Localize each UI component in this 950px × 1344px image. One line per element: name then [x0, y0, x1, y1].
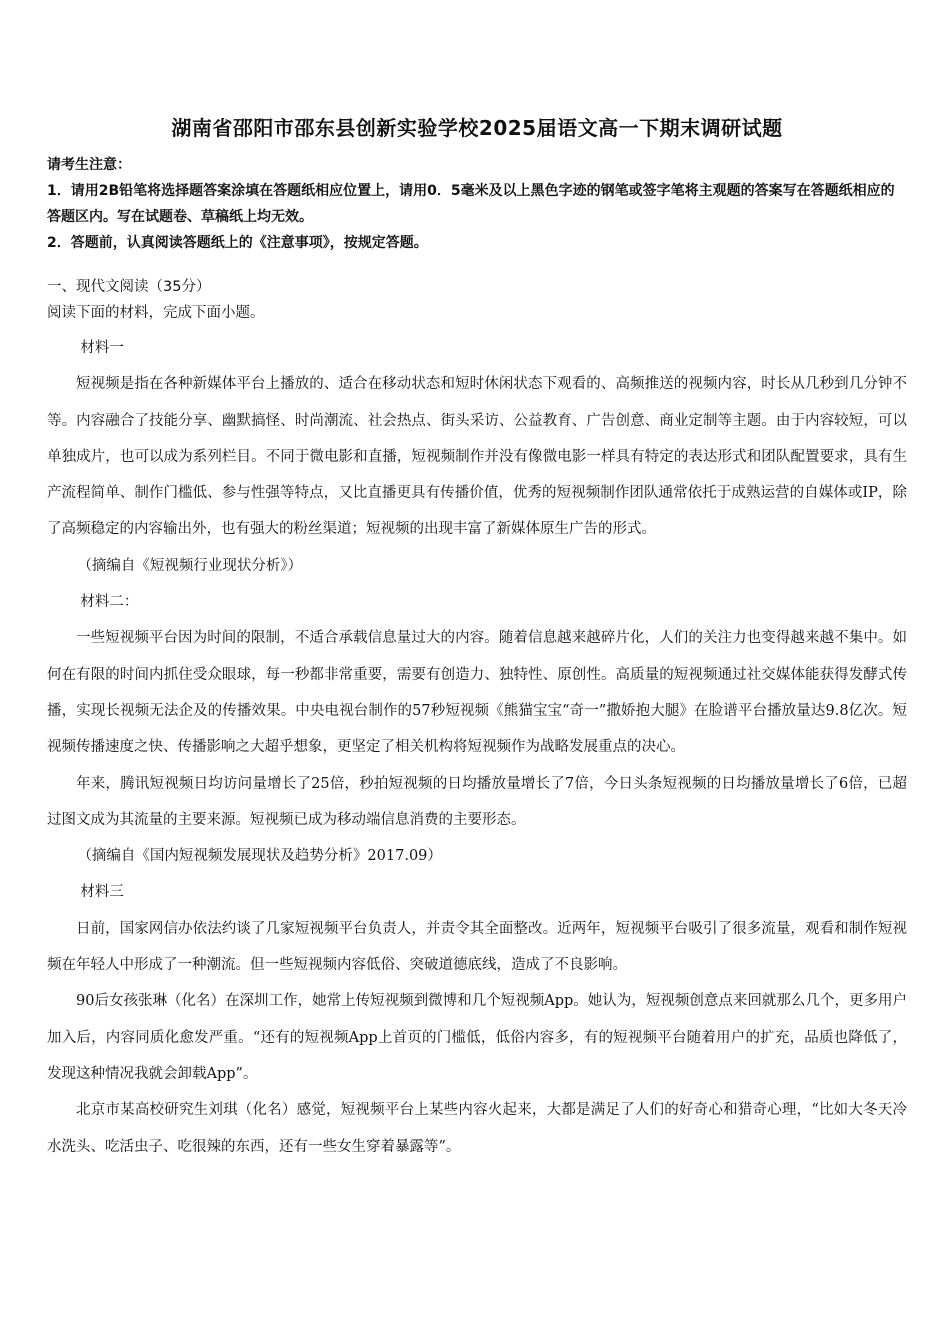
material-2-source: （摘编自《国内短视频发展现状及趋势分析》2017.09）: [77, 848, 442, 865]
material-3-paragraph-3: 北京市某高校研究生刘琪（化名）感觉，短视频平台上某些内容火起来，大都是满足了人们的好奇心和猎奇心理，“比如大冬天冷水洗头、吃活虫子、吃很辣的东西，还有一些女生穿着暴露等”。: [47, 1102, 907, 1155]
document-title: 湖南省邵阳市邵东县创新实验学校2025届语文高一下期末调研试题: [171, 116, 783, 140]
reading-materials: [47, 330, 907, 1165]
material-1-label: 材料一: [80, 340, 124, 356]
material-1-paragraph: 短视频是指在各种新媒体平台上播放的、适合在移动状态和短时休闲状态下观看的、高频推送的视频内容，时长从几秒到几分钟不等。内容融合了技能分享、幽默搞怪、时尚潮流、社会热点、街头采访、公益教育、广告创意、商业定制等主题。由于内容较短，可以单独成片，也可以成为系列栏目。不同于微电影和直播，短视频制作并没有像微电影一样具有特定的表达形式和团队配置要求，具有生产流程简单、制作门槛低、参与性强等特点，又比直播更具有传播价值，优秀的短视频制作团队通常依托于成熟运营的自媒体或IP，除了高频稳定的内容输出外，也有强大的粉丝渠道；短视频的出现丰富了新媒体原生广告的形式。: [47, 376, 907, 538]
material-2-label: 材料二：: [80, 594, 139, 611]
notice-item-1: 1．请用2B铅笔将选择题答案涂填在答题纸相应位置上，请用0．5毫米及以上黑色字迹的钢笔或签字笔将主观题的答案写在答题纸相应的答题区内。写在试题卷、草稿纸上均无效。: [47, 183, 895, 225]
section-heading: 一、现代文阅读（35分）: [47, 279, 211, 295]
section-instruction: 阅读下面的材料，完成下面小题。: [47, 305, 265, 321]
exam-notice: [47, 152, 907, 256]
material-3-label: 材料三: [80, 884, 124, 901]
material-3-paragraph-2: 90后女孩张琳（化名）在深圳工作，她常上传短视频到微博和几个短视频App。她认为，短视频创意点来回就那么几个，更多用户加入后，内容同质化愈发严重。“还有的短视频App上首页的门槛低，低俗内容多，有的短视频平台随着用户的扩充，品质也降低了，发现这种情况我就会卸载App”。: [47, 993, 907, 1082]
material-2-paragraph-1: 一些短视频平台因为时间的限制，不适合承载信息量过大的内容。随着信息越来越碎片化，人们的关注力也变得越来越不集中。如何在有限的时间内抓住受众眼球，每一秒都非常重要，需要有创造力、独特性、原创性。高质量的短视频通过社交媒体能获得发酵式传播，实现长视频无法企及的传播效果。中央电视台制作的57秒短视频《熊猫宝宝“奇一”撒娇抱大腿》在脸谱平台播放量达9.8亿次。短视频传播速度之快、传播影响之大超乎想象，更坚定了相关机构将短视频作为战略发展重点的决心。: [47, 630, 907, 756]
material-2-paragraph-2: 年来，腾讯短视频日均访问量增长了25倍，秒拍短视频的日均播放量增长了7倍，今日头条短视频的日均播放量增长了6倍，已超过图文成为其流量的主要来源。短视频已成为移动端信息消费的主要形态。: [47, 775, 907, 828]
section-1-header: [47, 274, 907, 326]
material-3-paragraph-1: 日前，国家网信办依法约谈了几家短视频平台负责人，并责令其全面整改。近两年，短视频平台吸引了很多流量，观看和制作短视频在年轻人中形成了一种潮流。但一些短视频内容低俗、突破道德底线，造成了不良影响。: [47, 920, 907, 974]
notice-heading: 请考生注意：: [47, 157, 131, 173]
material-1-source: （摘编自《短视频行业现状分析》）: [77, 557, 303, 574]
notice-item-2: 2．答题前，认真阅读答题纸上的《注意事项》，按规定答题。: [47, 235, 428, 251]
